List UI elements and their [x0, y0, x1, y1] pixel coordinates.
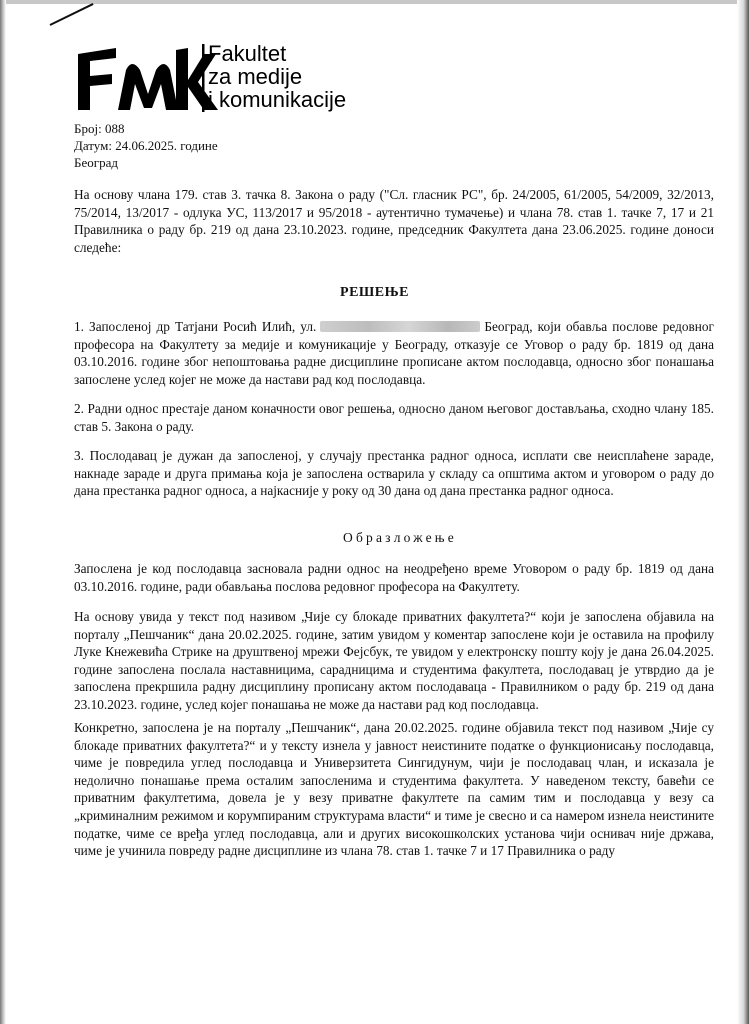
document-city: Београд — [74, 155, 118, 170]
decision-item-2: 2. Радни однос престаје даном коначности овог решења, односно даном његовог достављања, сходно члану 185. став 5. Закона о раду. — [74, 401, 714, 434]
intro-paragraph: На основу члана 179. став 3. тачка 8. Закона о раду ("Сл. гласник РС", бр. 24/2005, 61/2005, 54/2009, 32/2013, 75/2014, 13/2017 - одлука УС, 113/2017 и 95/2018 - аутентично тумачење) и члана 78. став 1. тачке 7, 17 и 21 Правилника о раду бр. 219 од дана 23.10.2023. године, председник Факултета дана 23.06.2025. године доноси следеће: — [74, 187, 714, 255]
decision-title: РЕШЕЊЕ — [340, 285, 409, 300]
decision-item-1 — [74, 318, 714, 388]
scan-border-right — [737, 0, 749, 1024]
item1-text-start: 1. Запосленој др Татјани Росић Илић, ул. — [74, 319, 317, 334]
decision-item-3: 3. Послодавац је дужан да запосленој, у случају престанка радног односа, исплати све неисплаћене зараде, накнаде зараде и друга примања која је запослена остварила у складу са општима актом и уговором о раду до дана престанка радног односа, а најкасније у року од 30 дана од дана престанка радног односа. — [74, 448, 714, 499]
explanation-paragraph: На основу увида у текст под називом „Чије су блокаде приватних факултета?“ који је запослена објавила на порталу „Пешчаник“ дана 20.02.2025. године, затим увидом у коментар запослене који је оставила на профилу Луке Кнежевића Стрике на друштвеној мрежи Фејсбук, те увидом у електронску пошту коју је дана 26.04.2025. године запослена послала наставницима, сарадницима и студентима факултета, послодавац је утврдио да је запослена прекршила радну дисциплину прописану актом послодаваца - Правилником о раду бр. 219 од дана 23.10.2023. године, услед којег понашања не може да настави рад код послодавца. — [74, 609, 714, 712]
faculty-name — [208, 42, 346, 111]
scan-border-top — [0, 0, 749, 4]
faculty-name-line: Fakultet — [208, 41, 287, 66]
faculty-name-line: i komunikacije — [208, 87, 347, 112]
scan-border-left — [0, 0, 6, 1024]
explanation-heading: Образложење — [343, 530, 457, 545]
redacted-address — [320, 321, 480, 332]
explanation-paragraph: Запослена је код послодавца засновала радни однос на неодређено време Уговором о раду бр. 1819 од дана 03.10.2016. године, ради обављања послова редовног професора на Факултету. — [74, 561, 714, 594]
document-meta — [74, 120, 218, 171]
faculty-name-line: za medije — [208, 64, 303, 89]
item1-text-end: Београд, који обавља послове редовног професора на Факултету за медије и комуникације у Београду, отказује се Уговор о раду бр. 1819 од дана 03.10.2016. године због непоштовања радне дисциплине прописане актом послодавца, односно због понашања запослене услед којег не може да настави рад код послодавца. — [74, 319, 714, 387]
document-number: Број: 088 — [74, 121, 125, 136]
pen-stroke-mark — [50, 3, 94, 26]
explanation-paragraph: Конкретно, запослена је на порталу „Пешчаник“, дана 20.02.2025. године објавила текст под називом „Чије су блокаде приватних факултета?“ и у тексту изнела у јавност неистините податке о функционисању послодавца, чиме је повредила углед послодавца и Универзитета Сингидунум, чији је послодавац члан, и исказала је недолично понашање према осталим запосленима и студентима факултета. У наведеном тексту, бавећи се приватним факултетима, довела је у везу приватне факултете па самим тим и послодавца у везу са „криминалним режимом и корумпираним структурама власти“ и тиме је свесно и са намером изнела неистините податке, чиме се вређа углед послодавца, али и других високошколских установа чији оснивач није држава, чиме је учинила повреду радне дисциплине из члана 78. став 1. тачке 7 и 17 Правилника о раду — [74, 720, 714, 859]
document-date: Датум: 24.06.2025. године — [74, 138, 218, 153]
